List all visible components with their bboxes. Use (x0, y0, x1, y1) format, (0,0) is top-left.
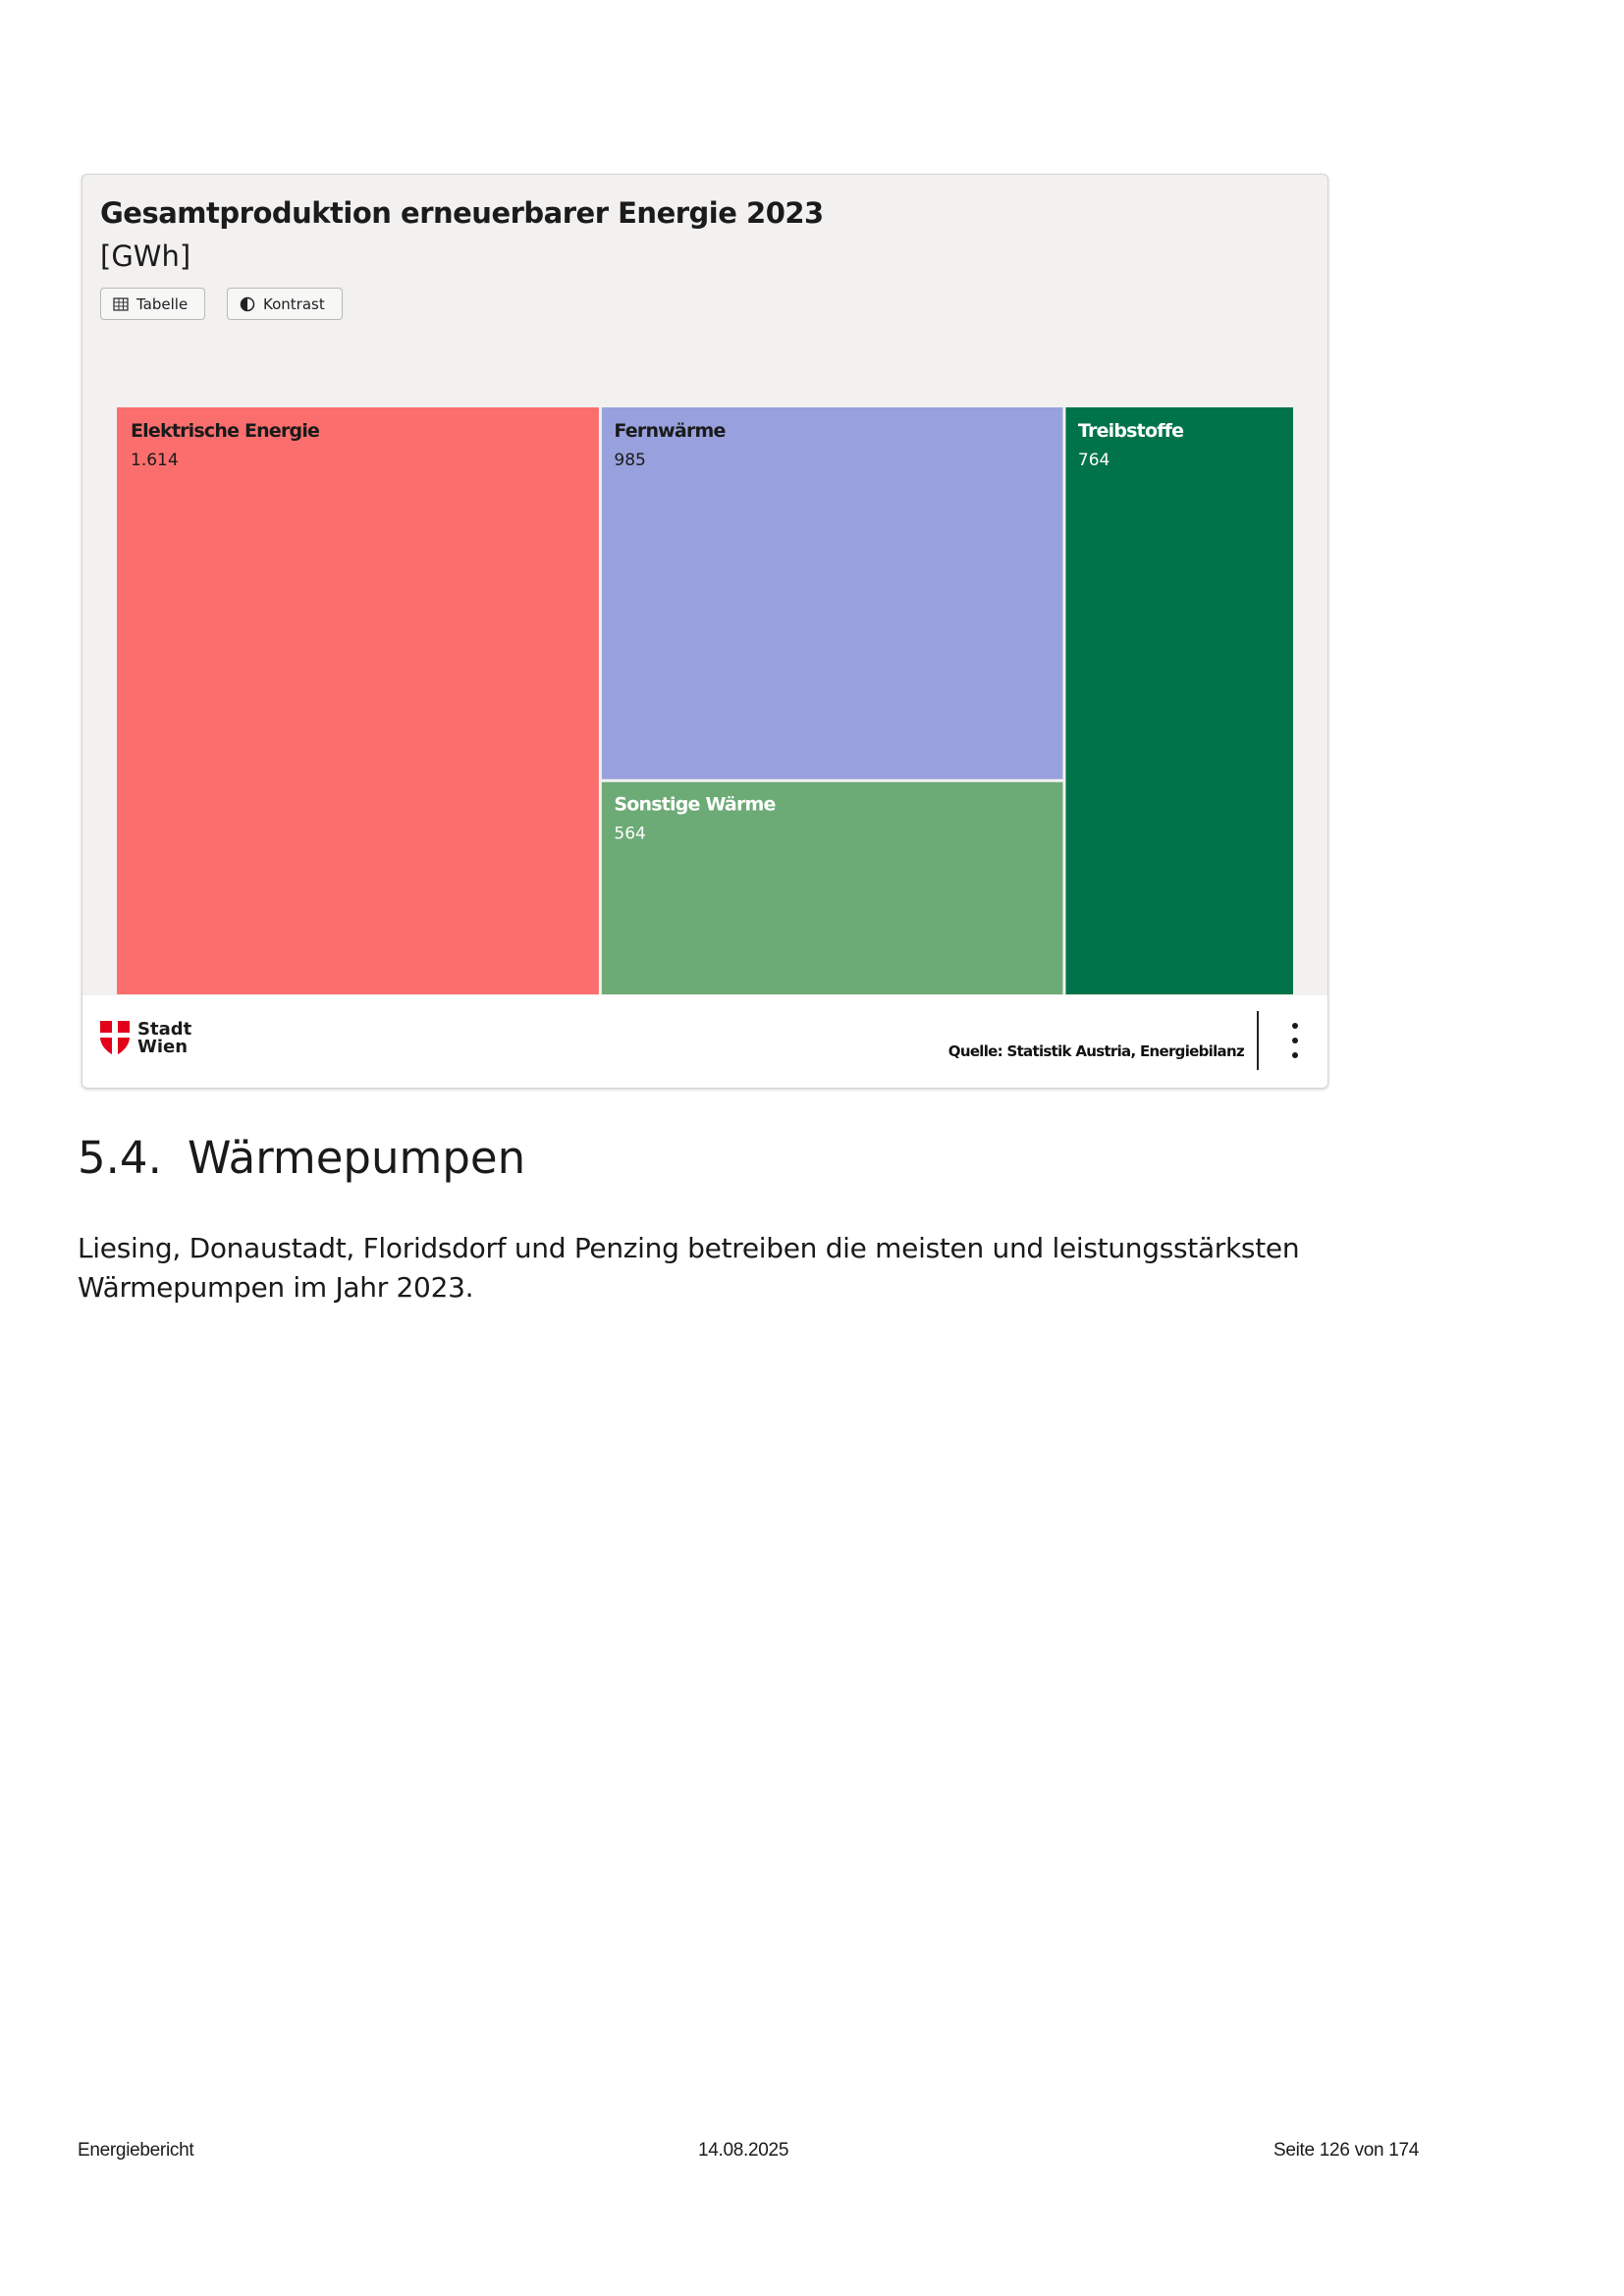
footer-page-number: Seite 126 von 174 (1273, 2140, 1420, 2161)
treemap-tile-treibstoffe[interactable] (1065, 407, 1293, 994)
contrast-button-label: Kontrast (263, 294, 325, 313)
logo-line-2: Wien (137, 1037, 189, 1057)
logo-line-1: Stadt (137, 1019, 192, 1040)
chart-source: Quelle: Statistik Austria, Energiebilanz (947, 1042, 1244, 1060)
vienna-shield-icon (100, 1021, 130, 1056)
footer-divider (1257, 1011, 1259, 1070)
treemap-label-elektrische-energie: Elektrische Energie (131, 420, 320, 442)
footer-document-name: Energiebericht (78, 2140, 194, 2161)
chart-footer (82, 995, 1327, 1088)
table-icon (113, 296, 129, 312)
treemap-tile-elektrische-energie[interactable] (117, 407, 599, 994)
more-options-icon[interactable] (1280, 1019, 1310, 1062)
contrast-icon (240, 296, 255, 312)
section-paragraph: Liesing, Donaustadt, Floridsdorf und Penzing betreiben die meisten und leistungsstärksten Wärmepumpen im Jahr 2023. (78, 1232, 1300, 1304)
treemap-value-fernwaerme: 985 (614, 451, 646, 470)
section-number: 5.4. (78, 1132, 162, 1184)
treemap-label-sonstige-waerme: Sonstige Wärme (614, 793, 776, 816)
treemap-value-sonstige-waerme: 564 (614, 824, 646, 844)
chart-unit: [GWh] (100, 240, 191, 273)
treemap-value-treibstoffe: 764 (1077, 451, 1110, 470)
section-title: Wärmepumpen (188, 1132, 526, 1184)
treemap-tile-fernwaerme[interactable] (602, 407, 1063, 779)
table-button[interactable] (100, 288, 205, 320)
treemap-label-fernwaerme: Fernwärme (614, 420, 726, 442)
table-button-label: Tabelle (136, 294, 189, 313)
contrast-button[interactable] (227, 288, 343, 320)
treemap-chart (117, 407, 1293, 994)
treemap-label-treibstoffe: Treibstoffe (1077, 420, 1184, 442)
treemap-value-elektrische-energie: 1.614 (131, 451, 179, 470)
chart-card (81, 174, 1328, 1089)
footer-date: 14.08.2025 (698, 2140, 789, 2161)
chart-title: Gesamtproduktion erneuerbarer Energie 2023 (100, 196, 824, 230)
section-heading (78, 1132, 525, 1184)
stadt-wien-logo (100, 1021, 191, 1056)
